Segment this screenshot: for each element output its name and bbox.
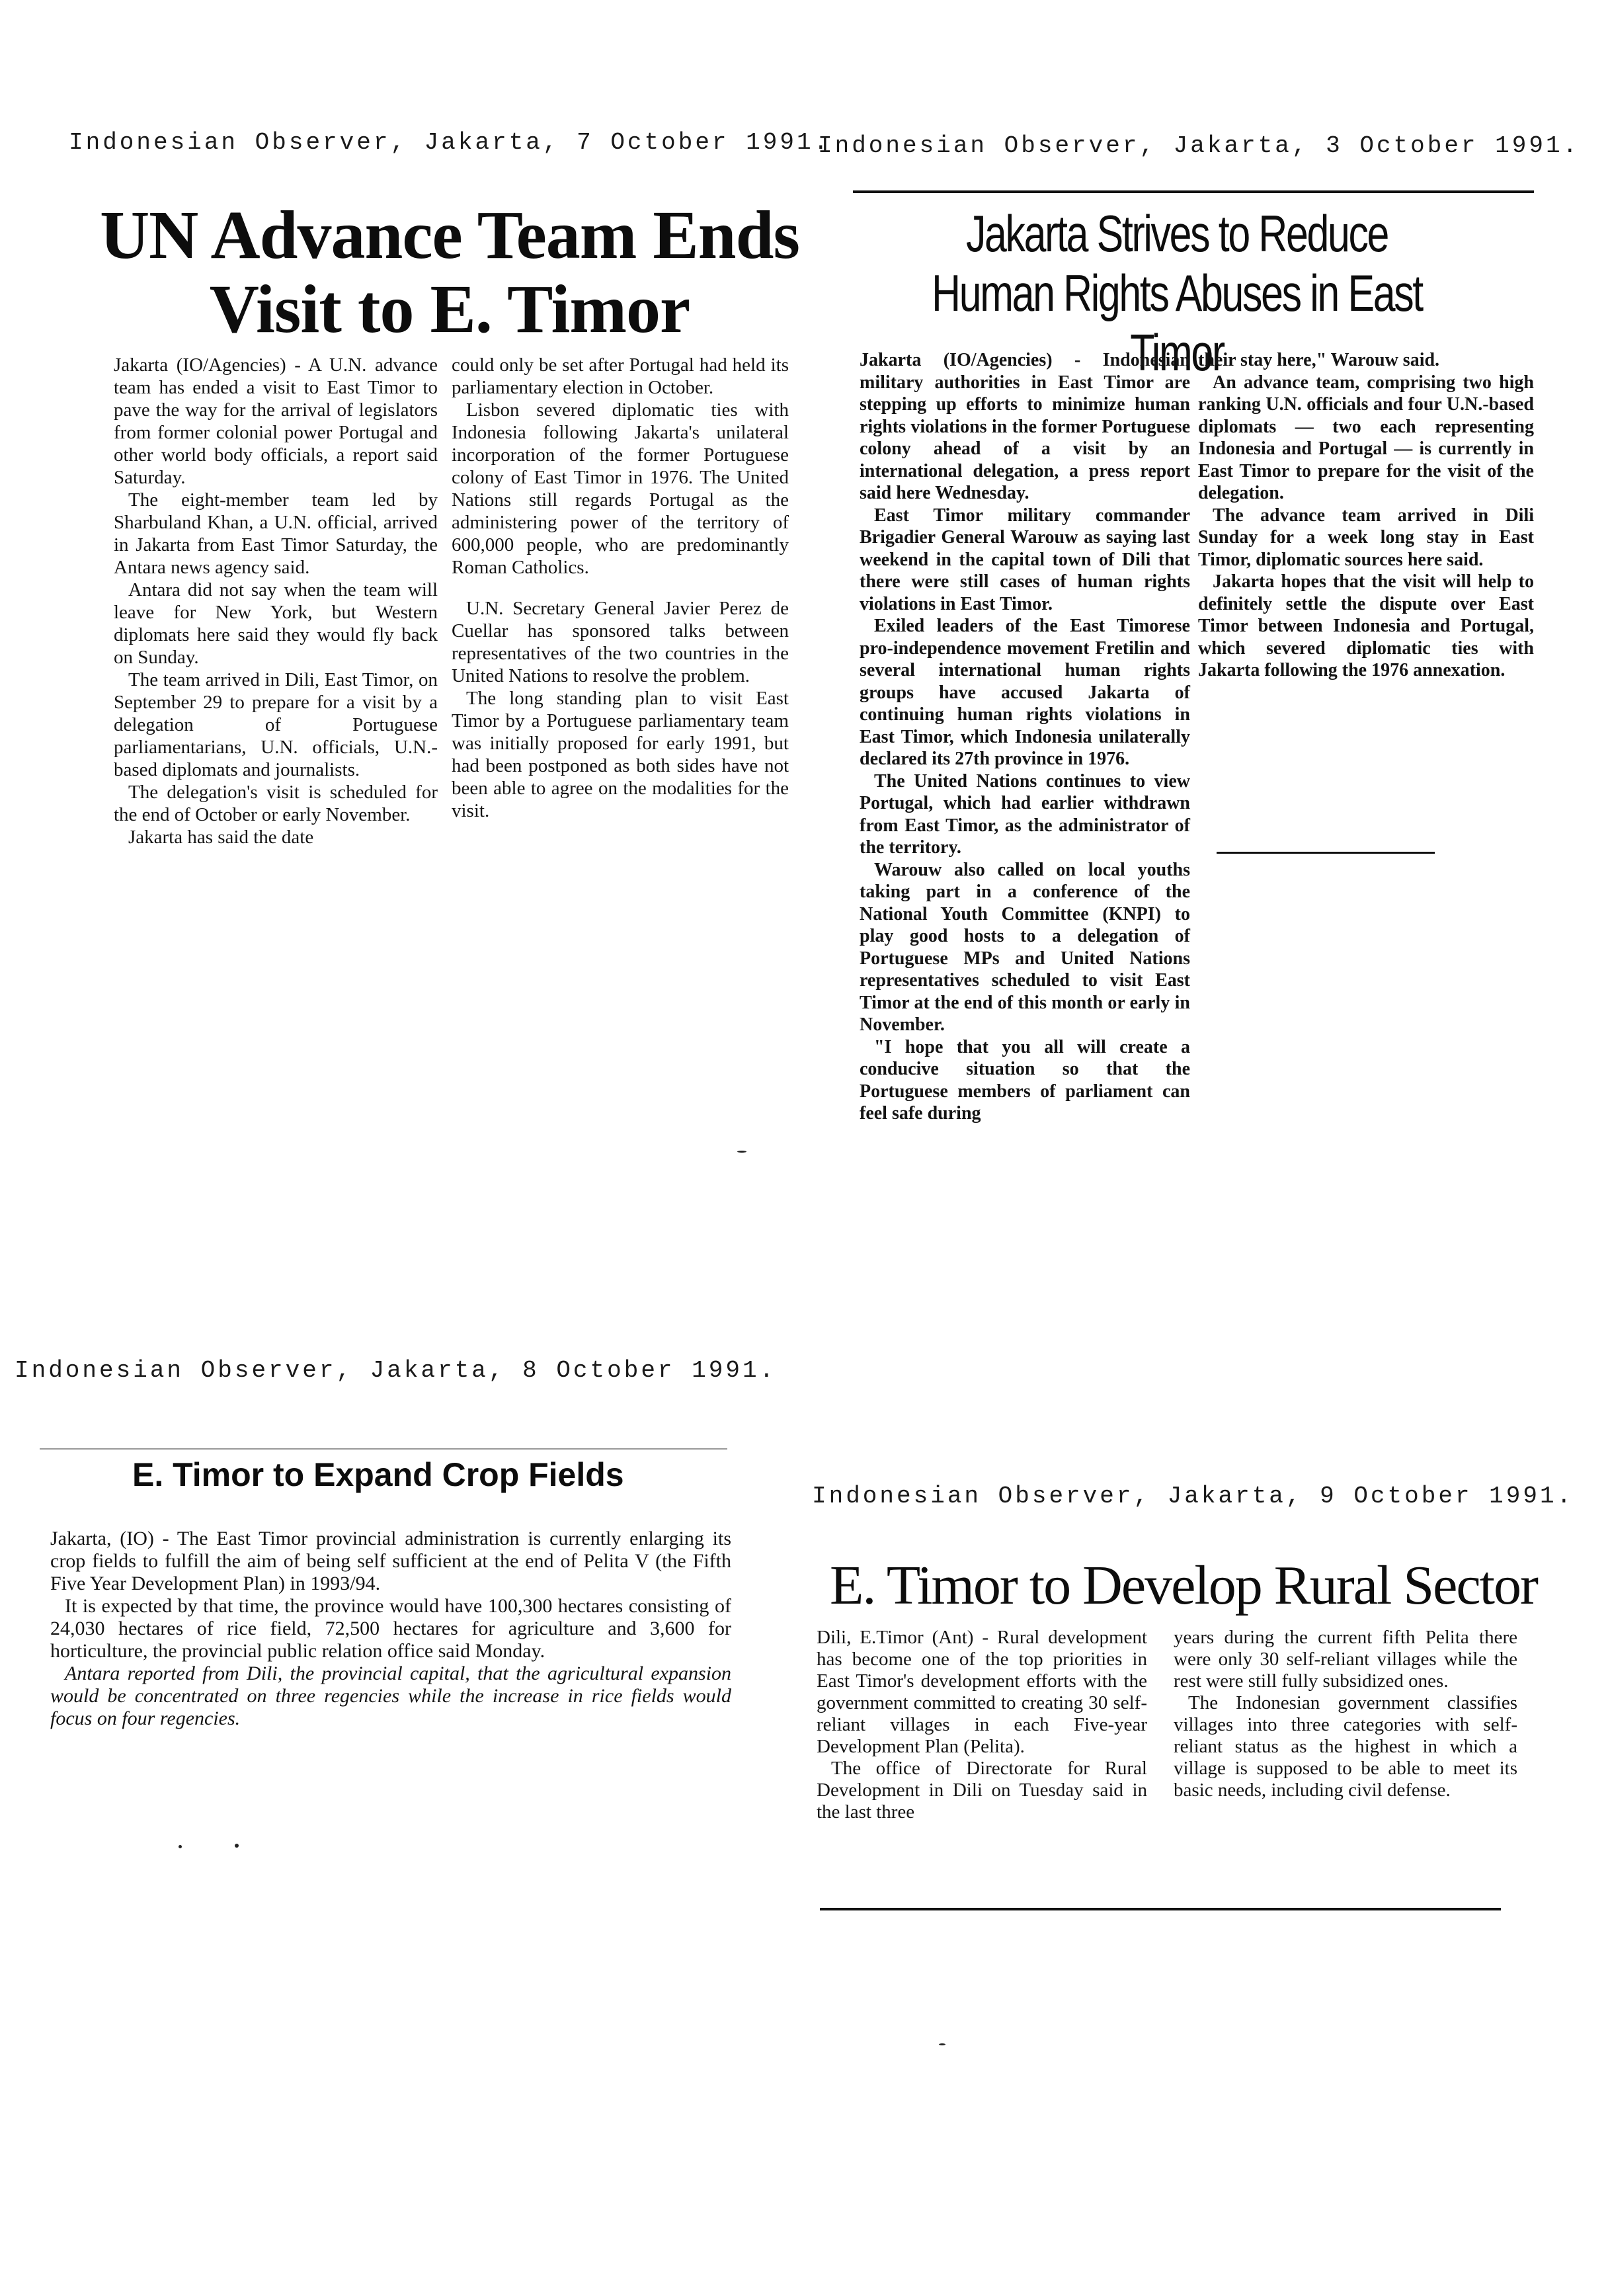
article-paragraph: Exiled leaders of the East Timorese pro-independence movement Fretilin and several international human rights groups have accused Jakarta of continuing human rights violations in East Timor, which Indonesia unilaterally declared its 27th province in 1976. xyxy=(860,616,1190,769)
article-paragraph: Lisbon severed diplomatic ties with Indonesia following Jakarta's unilateral incorporation of the former Portuguese colony of East Timor in 1976. The United Nations still regards Portugal as the administering power of the territory of 600,000 people, who are predominantly Roman Catholics. xyxy=(452,399,789,578)
source-line-3-october: Indonesian Observer, Jakarta, 3 October 1991. xyxy=(818,132,1580,159)
article-paragraph: The advance team arrived in Dili Sunday for a week long stay in East Timor, diplomatic sources here said. xyxy=(1198,505,1534,570)
article-paragraph: Jakarta (IO/Agencies) - Indonesian military authorities in East Timor are stepping up efforts to minimize human rights violations in the former Portuguese colony ahead of a visit by an international delegation, a press report said here Wednesday. xyxy=(860,350,1190,503)
article-column xyxy=(1198,349,1534,682)
top-rule xyxy=(853,190,1534,193)
article-paragraph: The team arrived in Dili, East Timor, on September 29 to prepare for a visit by a delegation of Portuguese parliamentarians, U.N. officials, U.N.-based diplomats and journalists. xyxy=(114,669,438,780)
article-column xyxy=(817,1627,1147,1823)
article-paragraph: The delegation's visit is scheduled for the end of October or early November. xyxy=(114,782,438,825)
headline-un-advance-team: UN Advance Team Ends Visit to E. Timor xyxy=(100,197,799,347)
article-paragraph: Jakarta hopes that the visit will help to definitely settle the dispute over East Timor between Indonesia and Portugal, which severed diplomatic ties with Jakarta following the 1976 annexation. xyxy=(1198,571,1534,680)
article-paragraph: An advance team, comprising two high ranking U.N. officials and four U.N.-based diplomats — two each representing Indonesia and Portugal — is currently in East Timor to prepare for the visit of the delegation. xyxy=(1198,372,1534,503)
source-line-9-october: Indonesian Observer, Jakarta, 9 October 1991. xyxy=(812,1483,1574,1510)
article-paragraph: East Timor military commander Brigadier General Warouw as saying last weekend in the capital town of Dili that there were still cases of human rights violations in East Timor. xyxy=(860,505,1190,614)
article-body xyxy=(50,1528,731,1730)
article-column xyxy=(452,354,789,822)
article-paragraph: their stay here," Warouw said. xyxy=(1198,350,1440,370)
article-paragraph: "I hope that you all will create a conducive situation so that the Portuguese members of parliament can feel safe during xyxy=(860,1036,1190,1124)
article-paragraph: Jakarta (IO/Agencies) - A U.N. advance team has ended a visit to East Timor to pave the way for the arrival of legislators from former colonial power Portugal and other world body officials, a report said Saturday. xyxy=(114,354,438,488)
article-column xyxy=(114,354,438,848)
scan-speck xyxy=(179,1845,182,1848)
article-paragraph: The Indonesian government classifies villages into three categories with self-reliant status as the highest in which a village is supposed to be able to meet its basic needs, including civil defense. xyxy=(1174,1692,1517,1801)
scan-speck xyxy=(235,1844,239,1848)
article-paragraph: Dili, E.Timor (Ant) - Rural development has become one of the top priorities in East Timor's development efforts with the government committed to creating 30 self-reliant villages in each Five-year Development Plan (Pelita). xyxy=(817,1627,1147,1757)
article-paragraph: Jakarta, (IO) - The East Timor provincial administration is currently enlarging its crop fields to fulfill the aim of being self sufficient at the end of Pelita V (the Fifth Five Year Development Plan) in 1993/94. xyxy=(50,1528,731,1594)
article-paragraph: The eight-member team led by Sharbuland Khan, a U.N. official, arrived in Jakarta from East Timor Saturday, the Antara news agency said. xyxy=(114,489,438,578)
article-paragraph: The United Nations continues to view Portugal, which had earlier withdrawn from East Timor, as the administrator of the territory. xyxy=(860,770,1190,858)
article-paragraph: Jakarta has said the date xyxy=(128,827,314,848)
paragraph-gap xyxy=(452,579,789,597)
article-paragraph: years during the current fifth Pelita there were only 30 self-reliant villages while the rest were still fully subsidized ones. xyxy=(1174,1627,1517,1692)
article-paragraph: U.N. Secretary General Javier Perez de Cuellar has sponsored talks between representatives of the two countries in the United Nations to resolve the problem. xyxy=(452,598,789,686)
scan-speck xyxy=(737,1151,746,1153)
article-paragraph: It is expected by that time, the province would have 100,300 hectares consisting of 24,030 hectares of rice field, 72,500 hectares for agriculture and 3,600 for horticulture, the provincial public relation office said Monday. xyxy=(50,1595,731,1662)
headline-expand-crop-fields: E. Timor to Expand Crop Fields xyxy=(132,1456,624,1493)
article-paragraph: Warouw also called on local youths taking part in a conference of the National Youth Committee (KNPI) to play good hosts to a delegation of Portuguese MPs and United Nations representatives scheduled to visit East Timor at the end of this month or early in November. xyxy=(860,859,1190,1035)
clipping-edge xyxy=(40,1448,727,1450)
scan-speck xyxy=(939,2043,945,2045)
article-paragraph: Antara did not say when the team will leave for New York, but Western diplomats here said they would fly back on Sunday. xyxy=(114,579,438,668)
article-paragraph: The office of Directorate for Rural Development in Dili on Tuesday said in the last three xyxy=(817,1758,1147,1823)
bottom-rule xyxy=(820,1908,1501,1910)
article-column xyxy=(860,349,1190,1125)
article-column xyxy=(1174,1627,1517,1801)
headline-develop-rural-sector: E. Timor to Develop Rural Sector xyxy=(830,1555,1537,1616)
headline-jakarta-strives: Jakarta Strives to Reduce Human Rights Abuses in East Timor xyxy=(932,204,1422,382)
article-paragraph: could only be set after Portugal had held its parliamentary election in October. xyxy=(452,354,789,398)
article-paragraph: Antara reported from Dili, the provincial capital, that the agricultural expansion would be concentrated on three regencies while the increase in rice fields would focus on four regencies. xyxy=(50,1662,731,1729)
article-paragraph: The long standing plan to visit East Timor by a Portuguese parliamentary team was initially proposed for early 1991, but had been postponed as both sides have not been able to agree on the modalities for the visit. xyxy=(452,688,789,821)
source-line-7-october: Indonesian Observer, Jakarta, 7 October 1991. xyxy=(69,129,831,156)
end-rule xyxy=(1217,852,1435,854)
source-line-8-october: Indonesian Observer, Jakarta, 8 October 1991. xyxy=(15,1357,777,1384)
